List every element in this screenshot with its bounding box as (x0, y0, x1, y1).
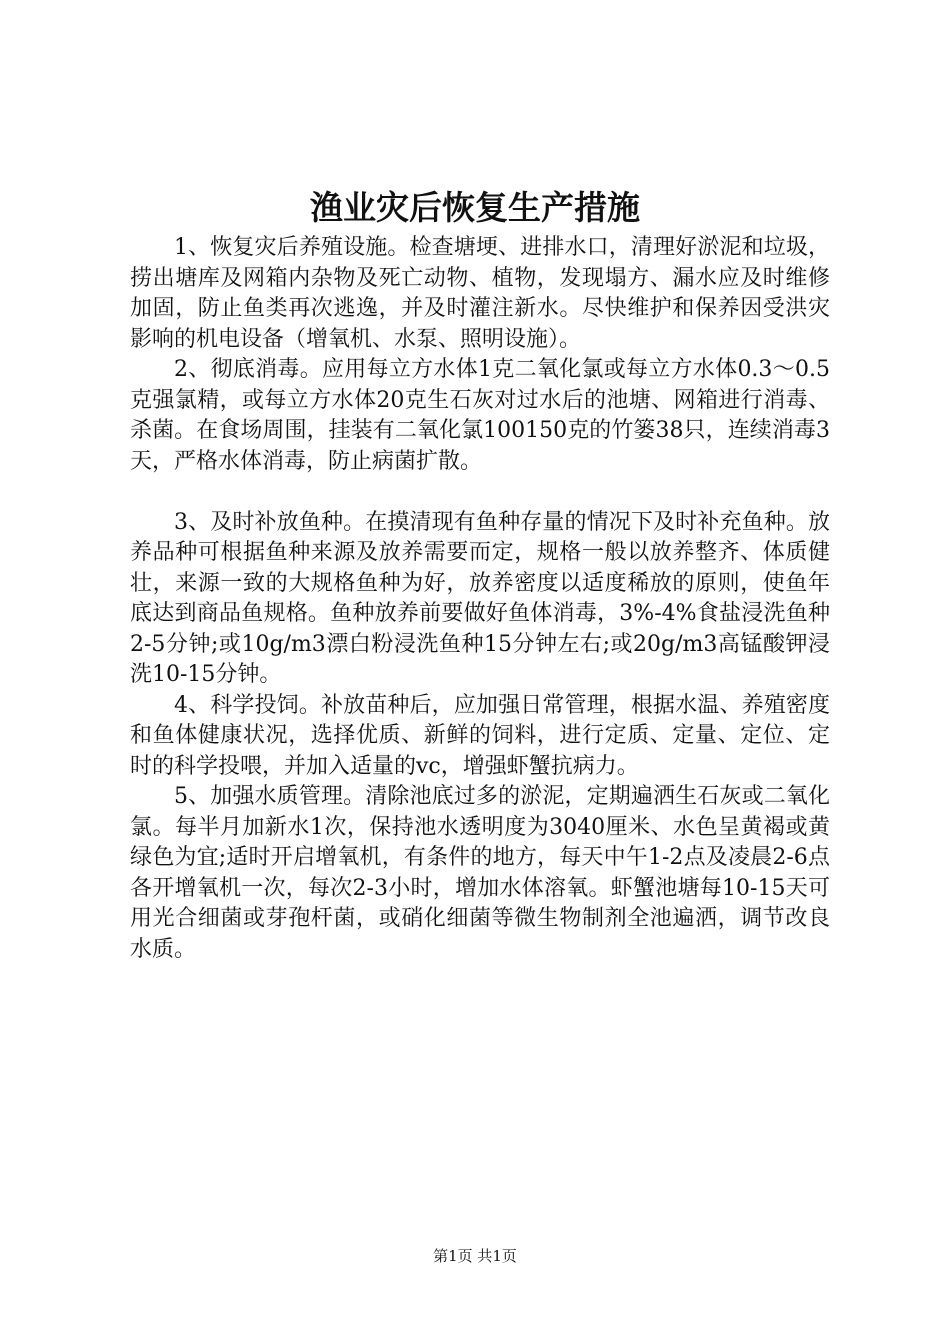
paragraph-restore-facilities: 1、恢复灾后养殖设施。检查塘埂、进排水口，清理好淤泥和垃圾，捞出塘库及网箱内杂物及死亡动物、植物，发现塌方、漏水应及时维修加固，防止鱼类再次逃逸，并及时灌注新水。尽快维护和保养因受洪灾影响的机电设备（增氧机、水泵、照明设施）。 (130, 235, 830, 352)
paragraph-disinfection: 2、彻底消毒。应用每立方水体1克二氧化氯或每立方水体0.3～0.5克强氯精，或每立方水体20克生石灰对过水后的池塘、网箱进行消毒、杀菌。在食场周围，挂装有二氧化氯100150克的竹篓38只，连续消毒3天，严格水体消毒，防止病菌扩散。 (130, 357, 830, 474)
document-body (130, 233, 830, 965)
paragraph-restock-fingerlings: 3、及时补放鱼种。在摸清现有鱼种存量的情况下及时补充鱼种。放养品种可根据鱼种来源及放养需要而定，规格一般以放养整齐、体质健壮，来源一致的大规格鱼种为好，放养密度以适度稀放的原则，使鱼年底达到商品鱼规格。鱼种放养前要做好鱼体消毒，3%-4%食盐浸洗鱼种2-5分钟;或10g/m3漂白粉浸洗鱼种15分钟左右;或20g/m3高锰酸钾浸洗10-15分钟。 (130, 509, 830, 687)
paragraph-scientific-feeding: 4、科学投饲。补放苗种后，应加强日常管理，根据水温、养殖密度和鱼体健康状况，选择优质、新鲜的饲料，进行定质、定量、定位、定时的科学投喂，并加入适量的vc，增强虾蟹抗病力。 (130, 692, 830, 779)
document-title: 渔业灾后恢复生产措施 (310, 188, 640, 227)
paragraph-water-quality: 5、加强水质管理。清除池底过多的淤泥，定期遍洒生石灰或二氧化氯。每半月加新水1次，保持池水透明度为3040厘米、水色呈黄褐或黄绿色为宜;适时开启增氧机，有条件的地方，每天中午1-2点及凌晨2-6点各开增氧机一次，每次2-3小时，增加水体溶氧。虾蟹池塘每10-15天可用光合细菌或芽孢杆菌，或硝化细菌等微生物制剂全池遍洒，调节改良水质。 (130, 784, 830, 962)
page-footer: 第1页 共1页 (433, 1247, 517, 1265)
